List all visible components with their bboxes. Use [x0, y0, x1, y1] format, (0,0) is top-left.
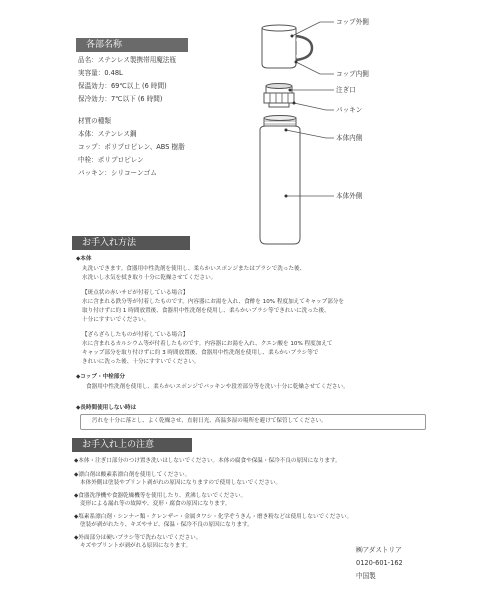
heat-retention: 保温効力：69℃以上 (6 時間) [78, 82, 167, 90]
care-heading-text: お手入れ方法 [82, 238, 137, 248]
label-body-outer: 本体外側 [336, 192, 363, 200]
scale-title: 【ざらざらしたものが付着している場合】 [82, 332, 189, 338]
cold-retention: 保冷効力：7℃以下 (6 時間) [78, 95, 163, 103]
capacity: 実容量：0.48L [78, 69, 123, 77]
rust-line-1: 水に含まれる鉄分等が付着したものです。内容器にお湯を入れ、食酢を 10% 程度加えてキャップ部分を [82, 299, 345, 305]
footer-phone: 0120-601-162 [356, 559, 403, 567]
label-cup-inner: コップ内側 [336, 70, 369, 78]
note-4-title: ◆塩素系漂白剤・シンナー類・クレンザー・金属タワシ・化学ぞうきん・磨き粉などは使用しないでください。 [74, 514, 353, 520]
note-3-title: ◆食器洗浄機や食器乾燥機等を使用したり、煮沸しないでください。 [74, 493, 247, 499]
material-cup: コップ：ポリプロピレン、ABS 樹脂 [78, 143, 185, 151]
note-3-sub: 変形による漏れ等の故障や、変形・腐食の原因になります。 [80, 501, 231, 507]
notes-heading-text: お手入れ上の注意 [82, 440, 155, 450]
note-1-title: ◆本体・注ぎ口部分のつけ置き洗いはしないでください。本体の腐食や保温・保冷不良の原因になります。 [74, 458, 341, 464]
rust-title: 【斑点状の赤いサビが付着している場合】 [82, 290, 189, 296]
label-packing: パッキン [336, 106, 363, 114]
footer-company: ㈱アダストリア [356, 546, 402, 554]
material-packing: パッキン：シリコーンゴム [78, 169, 157, 177]
note-4-sub: 塗装が剥がれたり、キズやサビ、保温・保冷不良の原因になります。 [80, 522, 253, 528]
material-stopper: 中栓：ポリプロピレン [78, 156, 144, 164]
storage-line-1: 汚れを十分に落とし、よく乾燥させ、直射日光、高温多湿の場所を避けて保管してください。 [92, 418, 327, 424]
storage-title: ◆長時間使用しない時は [76, 405, 137, 411]
parts-heading-text: 各部名称 [86, 40, 123, 50]
scale-line-1: 水に含まれるカルシウム等が付着したものです。内容器にお湯を入れ、クエン酸を 10% 程度加えて [82, 341, 333, 347]
cup-care-title: ◆コップ・中栓部分 [76, 374, 125, 380]
cup-care-line-1: 食器用中性洗剤を使用し、柔らかいスポンジでパッキンや段差部分等を洗い十分に乾燥させてください。 [86, 384, 349, 390]
product-name: 品名：ステンレス製携帯用魔法瓶 [78, 56, 177, 64]
scale-line-3: きれいに洗った後、十分にすすいでください。 [82, 359, 200, 365]
label-cup-outer: コップ外側 [336, 18, 369, 26]
note-5-sub: キズやプリントが剥がれる原因になります。 [80, 543, 192, 549]
care-heading [72, 236, 190, 250]
note-2-sub: 本体外側は塗装やプリント剥がれの原因になりますので使用しないでください。 [80, 480, 282, 486]
rust-line-2: 取り付けずに約 1 時間放置後、食器用中性洗剤を使用し、柔らかいブラシ等できれいに洗った後、 [82, 308, 330, 314]
footer-origin: 中国製 [356, 572, 376, 580]
rust-line-3: 十分にすすいでください。 [82, 317, 150, 323]
notes-heading [72, 438, 192, 452]
material-body: 本体：ステンレス鋼 [78, 130, 137, 138]
note-5-title: ◆外面部分は硬いブラシ等で洗わないでください。 [74, 535, 202, 541]
stopper-illustration [264, 84, 294, 108]
care-body-title: ◆本体 [76, 256, 92, 262]
label-body-inner: 本体内側 [336, 134, 363, 142]
care-body-line-1: 丸洗いできます。食器用中性洗剤を使用し、柔らかいスポンジまたはブラシで洗った後、 [82, 266, 306, 272]
note-2-title: ◆漂白剤は酸素系漂白剤を使用してください。 [74, 472, 191, 478]
cup-illustration [262, 25, 312, 68]
bottle-diagram [0, 0, 500, 260]
care-body-line-2: 水洗いし水気を拭き取り十分に乾燥させてください。 [82, 275, 217, 281]
label-stopper: 注ぎ口 [336, 86, 356, 94]
materials-title: 材質の種類 [78, 117, 111, 125]
scale-line-2: キャップ部分を取り付けずに約 3 時間放置後、食器用中性洗剤を使用し、柔らかいブラシ等で [82, 350, 319, 356]
bottle-body-illustration [260, 116, 300, 245]
